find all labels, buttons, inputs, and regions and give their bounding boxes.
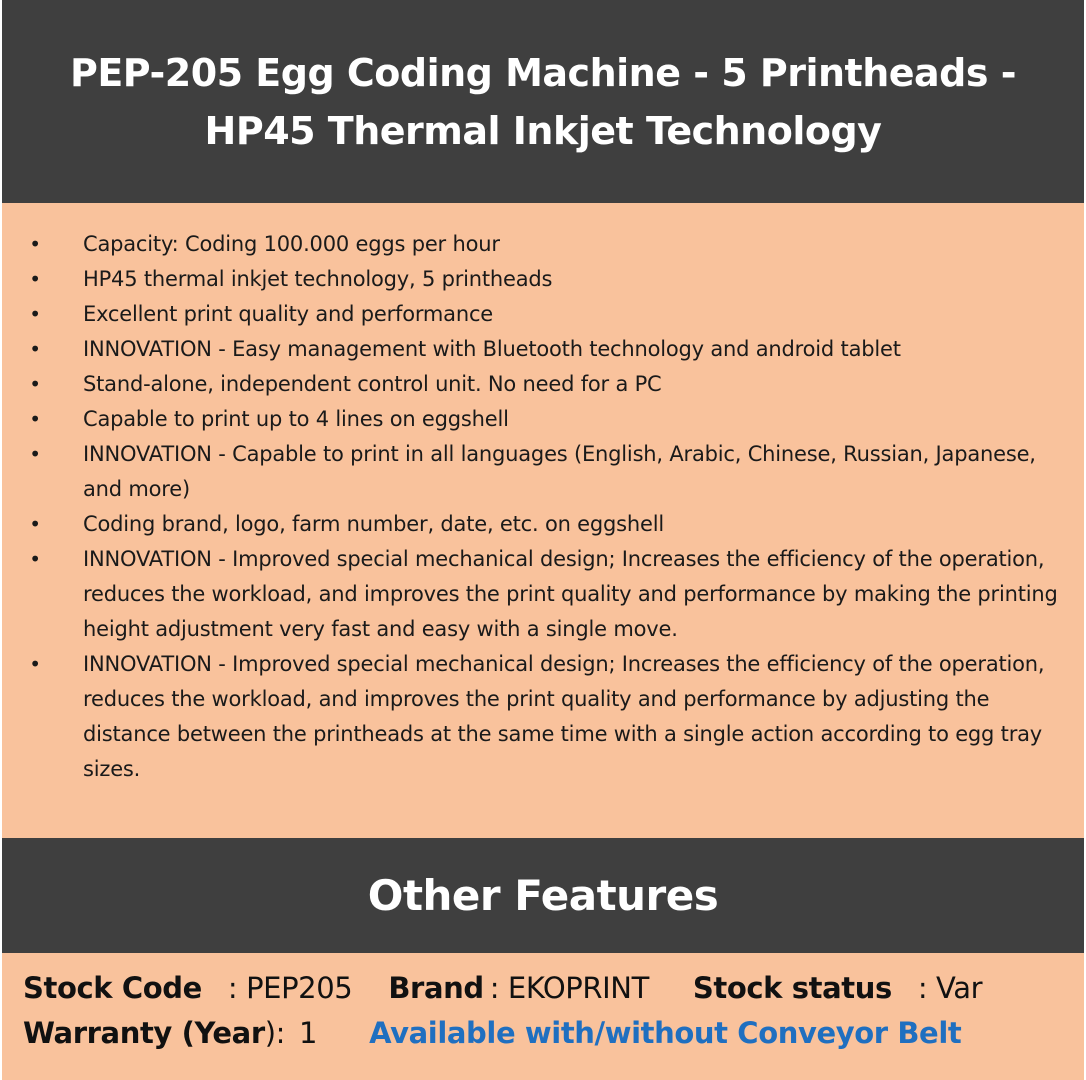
stock-status-value: : Var <box>917 971 983 1005</box>
bullet-icon: • <box>29 652 41 676</box>
bullet-icon: • <box>29 267 41 291</box>
other-features-header <box>2 838 1084 953</box>
info-row-stock <box>23 971 982 1005</box>
feature-text: Stand-alone, independent control unit. No need for a PC <box>83 372 662 396</box>
feature-item <box>2 227 1084 262</box>
stock-code-label: Stock Code <box>23 971 202 1005</box>
product-title <box>70 44 1016 160</box>
bullet-icon: • <box>29 407 41 431</box>
feature-text: INNOVATION - Capable to print in all languages (English, Arabic, Chinese, Russian, Japanese, and more) <box>83 442 1036 501</box>
bullet-icon: • <box>29 302 41 326</box>
feature-item <box>2 367 1084 402</box>
feature-item <box>2 402 1084 437</box>
feature-text: INNOVATION - Easy management with Bluetooth technology and android tablet <box>83 337 901 361</box>
feature-item <box>2 542 1084 647</box>
bullet-icon: • <box>29 512 41 536</box>
stock-status-label: Stock status <box>692 971 892 1005</box>
brand-value: : EKOPRINT <box>489 971 649 1005</box>
feature-text: Capable to print up to 4 lines on eggshell <box>83 407 509 431</box>
feature-item <box>2 437 1084 507</box>
product-header <box>2 0 1084 203</box>
info-row-warranty <box>23 1016 961 1050</box>
product-title-line-2: HP45 Thermal Inkjet Technology <box>204 108 882 153</box>
feature-text: HP45 thermal inkjet technology, 5 printheads <box>83 267 553 291</box>
feature-item <box>2 332 1084 367</box>
feature-text: Capacity: Coding 100.000 eggs per hour <box>83 232 500 256</box>
bullet-icon: • <box>29 232 41 256</box>
warranty-label: Warranty (Year <box>23 1016 265 1050</box>
bullet-icon: • <box>29 442 41 466</box>
product-title-line-1: PEP-205 Egg Coding Machine - 5 Printheads - <box>69 50 1016 95</box>
feature-item <box>2 507 1084 542</box>
feature-text: INNOVATION - Improved special mechanical design; Increases the efficiency of the operation, reduces the workload, and improves the print quality and performance by making the printing height adjustment very fast and easy with a single move. <box>83 547 1058 641</box>
brand-label: Brand <box>388 971 484 1005</box>
feature-text: Excellent print quality and performance <box>83 302 494 326</box>
feature-item <box>2 647 1084 787</box>
features-list <box>2 227 1084 787</box>
conveyor-belt-note: Available with/without Conveyor Belt <box>369 1016 962 1050</box>
product-info-panel <box>2 953 1084 1080</box>
feature-text: INNOVATION - Improved special mechanical design; Increases the efficiency of the operation, reduces the workload, and improves the print quality and performance by adjusting the distance between the printheads at the same time with a single action according to egg tray sizes. <box>83 652 1045 781</box>
warranty-label-close: ): <box>264 1016 286 1050</box>
bullet-icon: • <box>29 337 41 361</box>
other-features-title: Other Features <box>367 871 719 920</box>
features-panel <box>2 203 1084 838</box>
feature-item <box>2 297 1084 332</box>
feature-item <box>2 262 1084 297</box>
bullet-icon: • <box>29 372 41 396</box>
stock-code-value: : PEP205 <box>227 971 353 1005</box>
warranty-value: 1 <box>299 1016 318 1050</box>
feature-text: Coding brand, logo, farm number, date, etc. on eggshell <box>83 512 664 536</box>
bullet-icon: • <box>29 547 41 571</box>
